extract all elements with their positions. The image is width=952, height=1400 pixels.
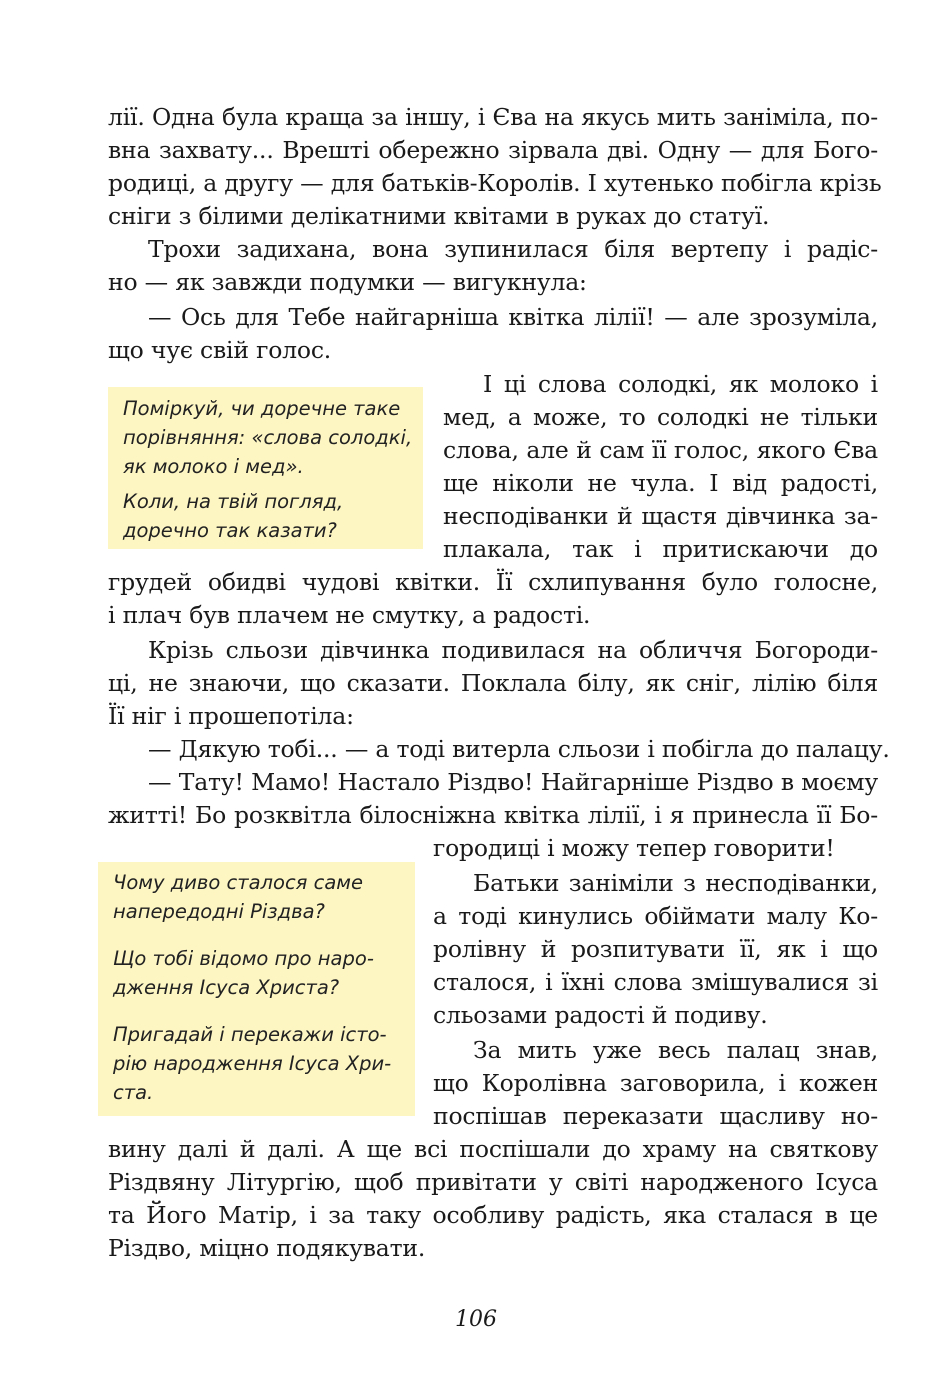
text-line: сніги з білими делікатними квітами в руках до статуї.	[108, 202, 770, 230]
text-line: Трохи задихана, вона зупинилася біля вертепу і радіс-	[148, 235, 878, 263]
text-line: несподіванки й щастя дівчинка за-	[443, 502, 878, 530]
text-line: — Ось для Тебе найгарніша квітка лілії! — але зрозуміла,	[148, 303, 878, 331]
note-question: Пригадай і перекажи істо- рію народження Ісуса Хри- ста.	[113, 1023, 392, 1104]
text-line: Різдвяну Літургію, щоб привітати у світі народженого Ісуса	[108, 1168, 878, 1196]
text-line: що Королівна заговорила, і кожен	[433, 1069, 878, 1097]
note-question: Поміркуй, чи доречне таке порівняння: «слова солодкі, як молоко і мед».	[123, 397, 413, 478]
text-line: родиці, а другу — для батьків-Королів. І хутенько побігла крізь	[108, 169, 882, 197]
text-line: поспішав переказати щасливу но-	[433, 1102, 878, 1130]
text-line: городиці і можу тепер говорити!	[433, 834, 835, 862]
text-line: а тоді кинулись обіймати малу Ко-	[433, 902, 878, 930]
text-line: ці, не знаючи, що сказати. Поклала білу, як сніг, лілію біля	[108, 669, 878, 697]
text-line: лії. Одна була краща за іншу, і Єва на якусь мить заніміла, по-	[108, 103, 878, 131]
question-note	[108, 387, 423, 549]
text-line: та Його Матір, і за таку особливу радість, яка сталася в це	[108, 1201, 878, 1229]
text-line: сталося, і їхні слова змішувалися зі	[433, 968, 878, 996]
text-line: сльозами радості й подиву.	[433, 1001, 768, 1029]
text-line: вна захвату... Врешті обережно зірвала дві. Одну — для Бого-	[108, 136, 878, 164]
text-line: слова, але й сам її голос, якого Єва	[443, 436, 878, 464]
text-line: но — як завжди подумки — вигукнула:	[108, 268, 587, 296]
text-line: За мить уже весь палац знав,	[473, 1036, 878, 1064]
text-line: Різдво, міцно подякувати.	[108, 1234, 426, 1262]
text-line: Батьки заніміли з несподіванки,	[473, 869, 878, 897]
text-line: що чує свій голос.	[108, 336, 332, 364]
text-line: мед, а може, то солодкі не тільки	[443, 403, 878, 431]
text-line: І ці слова солодкі, як молоко і	[483, 370, 878, 398]
text-line: і плач був плачем не смутку, а радості.	[108, 601, 591, 629]
note-question: Коли, на твій погляд, доречно так казати?	[123, 490, 344, 542]
text-line: — Тату! Мамо! Настало Різдво! Найгарніше Різдво в моєму	[148, 768, 878, 796]
question-note	[98, 862, 415, 1116]
page-number: 106	[455, 1307, 497, 1332]
text-line: ще ніколи не чула. І від радості,	[443, 469, 878, 497]
text-line: плакала, так і притискаючи до	[443, 535, 878, 563]
text-line: житті! Бо розквітла білосніжна квітка лілії, і я принесла її Бо-	[108, 801, 878, 829]
text-line: вину далі й далі. А ще всі поспішали до храму на святкову	[108, 1135, 878, 1163]
text-line: ролівну й розпитувати її, як і що	[433, 935, 878, 963]
note-question: Чому диво сталося саме напередодні Різдва?	[113, 871, 363, 923]
text-line: Її ніг і прошепотіла:	[108, 702, 354, 730]
text-line: — Дякую тобі... — а тоді витерла сльози і побігла до палацу.	[148, 735, 890, 763]
text-line: грудей обидві чудові квітки. Її схлипування було голосне,	[108, 568, 878, 596]
text-line: Крізь сльози дівчинка подивилася на обличчя Богороди-	[148, 636, 878, 664]
note-question: Що тобі відомо про наро- дження Ісуса Христа?	[113, 947, 374, 999]
